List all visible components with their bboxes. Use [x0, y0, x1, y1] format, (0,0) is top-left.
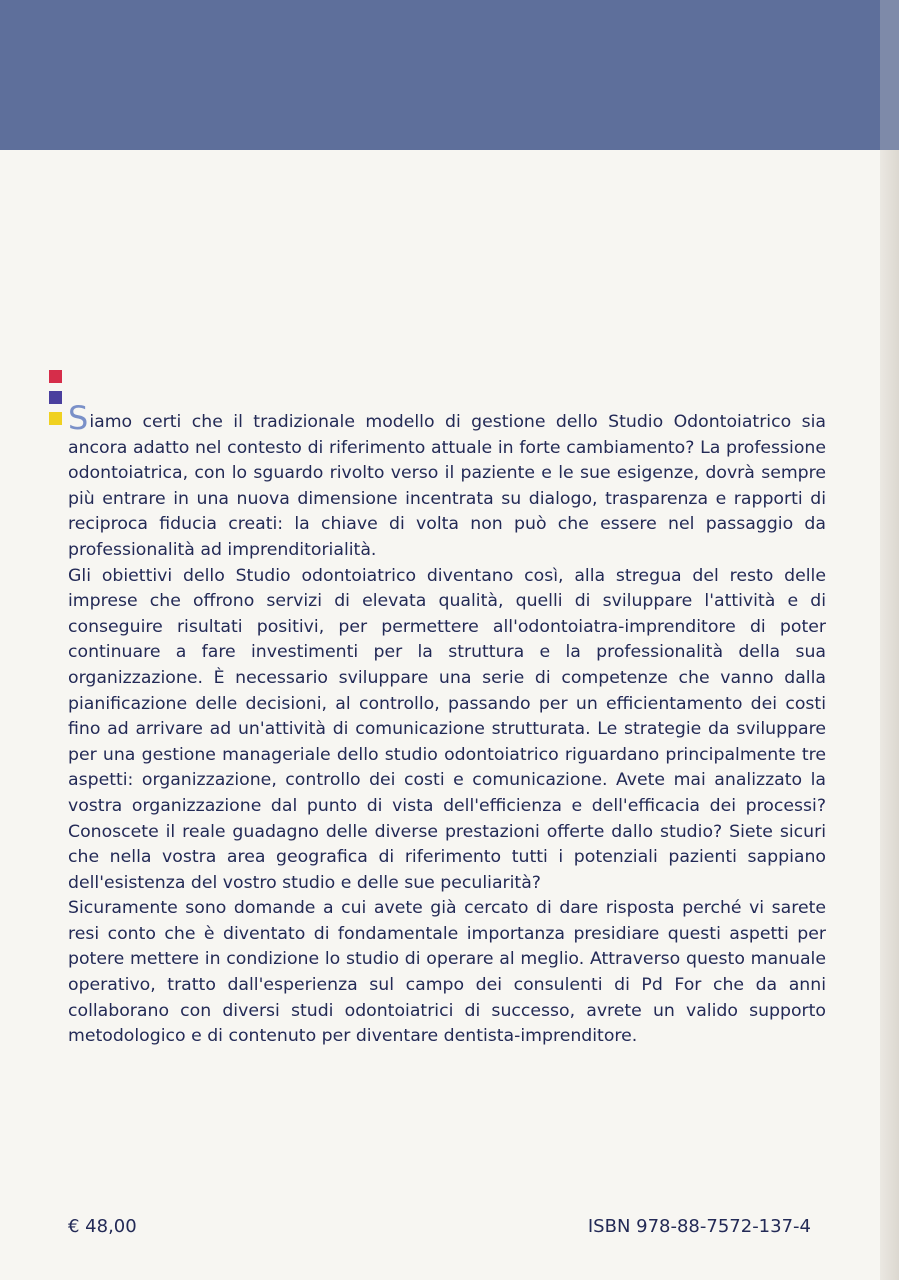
top-color-band — [0, 0, 880, 150]
blue-square — [49, 391, 62, 404]
yellow-square — [49, 412, 62, 425]
book-spine-edge-top — [880, 0, 899, 150]
paragraph-intro-text: iamo certi che il tradizionale modello di gestione dello Studio Odontoiatrico sia ancora adatto nel contesto di riferimento attuale in forte cambiamento? La professione odontoiatrica, con lo sguardo rivolto verso il paziente e le sue esigenze, dovrà sempre più entrare in una nuova dimensione incentrata su dialogo, trasparenza e rapporti di reciproca fiducia creati: la chiave di volta non può che essere nel passaggio da professionalità ad imprenditorialità. — [68, 412, 826, 560]
back-cover-text — [68, 399, 826, 1050]
red-square — [49, 370, 62, 383]
price-label: € 48,00 — [68, 1216, 137, 1237]
paragraph-intro — [68, 399, 826, 564]
paragraph-conclusion: Sicuramente sono domande a cui avete già cercato di dare risposta perché vi sarete resi conto che è diventato di fondamentale importanza presidiare questi aspetti per potere mettere in condizione lo studio di operare al meglio. Attraverso questo manuale operativo, tratto dall'esperienza sul campo dei consulenti di Pd For che da anni collaborano con diversi studi odontoiatrici di successo, avrete un valido supporto metodologico e di contenuto per diventare dentista-imprenditore. — [68, 898, 826, 1047]
paragraph-objectives: Gli obiettivi dello Studio odontoiatrico diventano così, alla stregua del resto delle imprese che offrono servizi di elevata qualità, quelli di sviluppare l'attività e di conseguire risultati positivi, per permettere all'odontoiatra-imprenditore di poter continuare a fare investimenti per la struttura e la professionalità della sua organizzazione. È necessario sviluppare una serie di competenze che vanno dalla pianificazione delle decisioni, al controllo, passando per un efficientamento dei costi fino ad arrivare ad un'attività di comunicazione strutturata. Le strategie da sviluppare per una gestione manageriale dello studio odontoiatrico riguardano principalmente tre aspetti: organizzazione, controllo dei costi e comunicazione. Avete mai analizzato la vostra organizzazione dal punto di vista dell'efficienza e dell'efficacia dei processi? Conoscete il reale guadagno delle diverse prestazioni offerte dallo studio? Siete sicuri che nella vostra area geografica di riferimento tutti i potenziali pazienti sappiano dell'esistenza del vostro studio e delle sue peculiarità? — [68, 565, 826, 893]
decorative-squares — [49, 370, 63, 433]
book-spine-edge — [880, 0, 899, 1280]
drop-cap: S — [68, 399, 89, 437]
isbn-label: ISBN 978-88-7572-137-4 — [587, 1216, 811, 1237]
